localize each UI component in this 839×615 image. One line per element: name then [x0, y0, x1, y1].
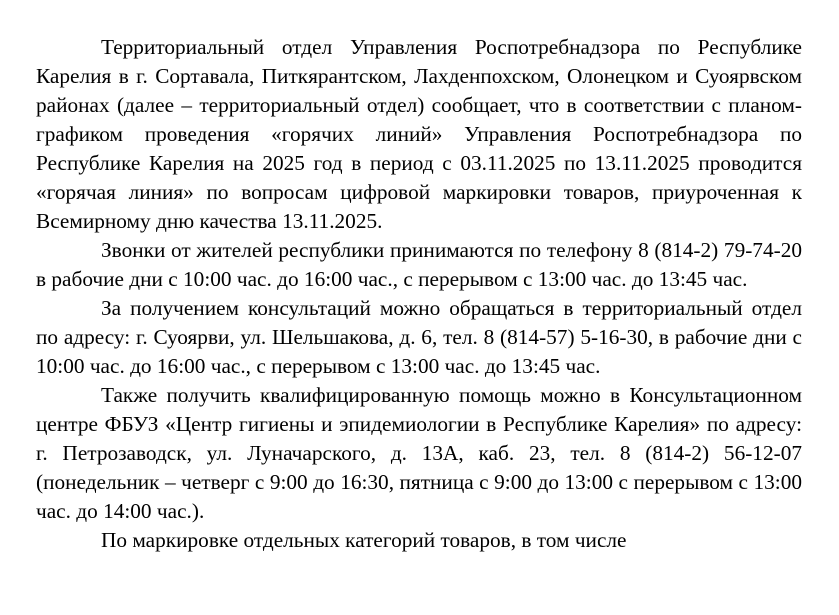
paragraph-intro: Территориальный отдел Управления Роспотребнадзора по Республике Карелия в г. Сортавала, Питкярантском, Лахденпохском, Олонецком и Суоярвском районах (далее – территориальный отдел) сообщает, что в соответствии с планом-графиком проведения «горячих линий» Управления Роспотребнадзора по Республике Карелия на 2025 год в период с 03.11.2025 по 13.11.2025 проводится «горячая линия» по вопросам цифровой маркировки товаров, приуроченная к Всемирному дню качества 13.11.2025. [36, 35, 802, 233]
document-body [36, 33, 802, 555]
paragraph-phone: Звонки от жителей республики принимаются по телефону 8 (814-2) 79-74-20 в рабочие дни с 10:00 час. до 16:00 час., с перерывом с 13:00 час. до 13:45 час. [36, 238, 802, 291]
paragraph-office-address: За получением консультаций можно обращаться в территориальный отдел по адресу: г. Суоярви, ул. Шельшакова, д. 6, тел. 8 (814-57) 5-16-30, в рабочие дни с 10:00 час. до 16:00 час., с перерывом с 13:00 час. до 13:45 час. [36, 296, 802, 378]
paragraph-partial: По маркировке отдельных категорий товаров, в том числе [101, 528, 627, 552]
paragraph-consult-center: Также получить квалифицированную помощь можно в Консультационном центре ФБУЗ «Центр гигиены и эпидемиологии в Республике Карелия» по адресу: г. Петрозаводск, ул. Луначарского, д. 13А, каб. 23, тел. 8 (814-2) 56-12-07 (понедельник – четверг с 9:00 до 16:30, пятница с 9:00 до 13:00 с перерывом с 13:00 час. до 14:00 час.). [36, 383, 802, 523]
